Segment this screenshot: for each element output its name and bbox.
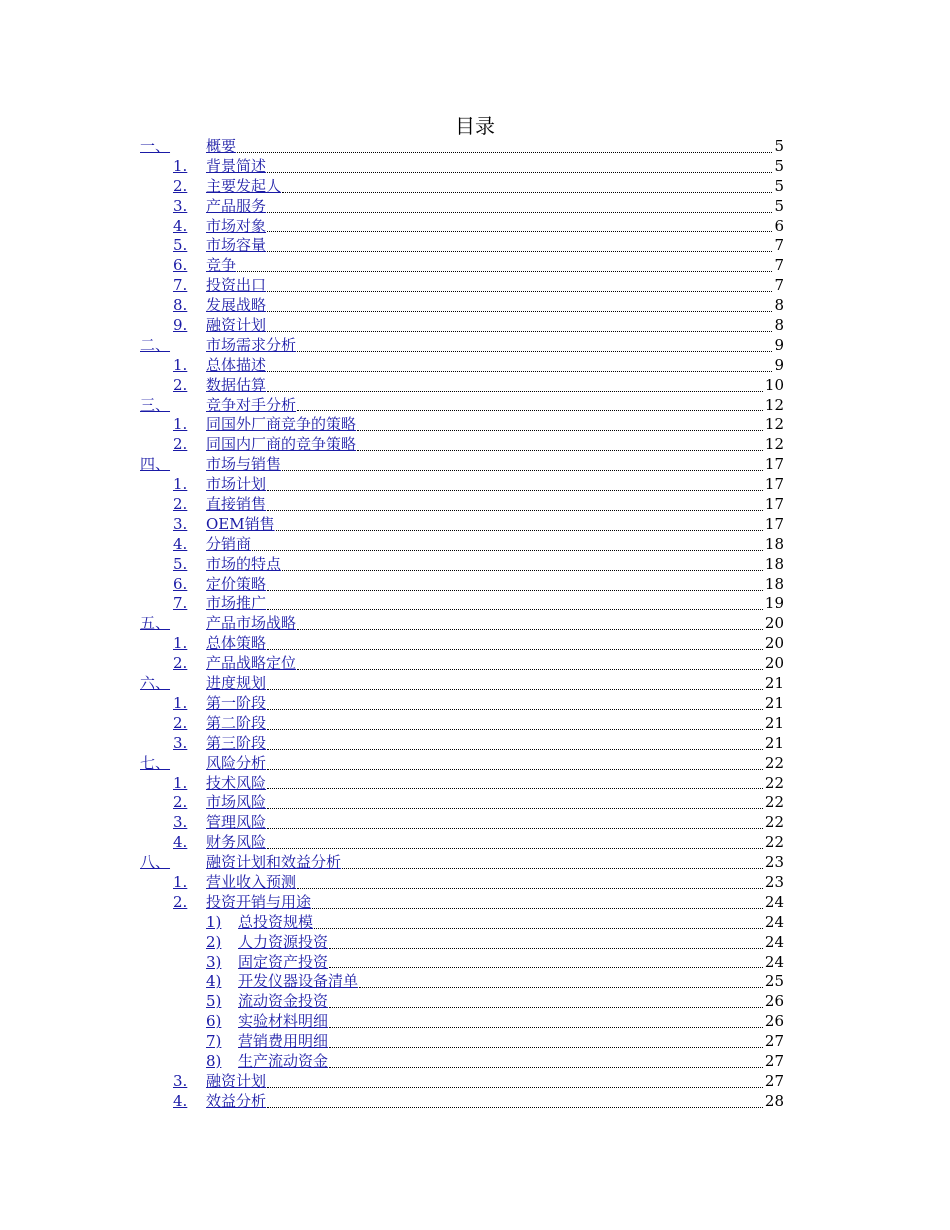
dot-leader	[267, 749, 763, 750]
toc-entry-link[interactable]	[206, 634, 784, 654]
page-title: 目录	[455, 114, 495, 138]
dot-leader	[359, 987, 763, 988]
toc-entry	[0, 614, 950, 634]
toc-entry-title: 竞争	[206, 256, 237, 275]
toc-entry-link[interactable]	[206, 336, 784, 356]
dot-leader	[276, 530, 763, 531]
toc-entry-link[interactable]	[206, 893, 784, 913]
dot-leader	[267, 709, 763, 710]
toc-entry-number[interactable]: 六、	[140, 674, 171, 693]
toc-entry	[0, 972, 950, 992]
toc-entry	[0, 197, 950, 217]
toc-entry-page-number: 5	[774, 137, 784, 155]
toc-entry-number[interactable]: 1.	[173, 415, 188, 434]
toc-entry-link[interactable]	[206, 177, 784, 197]
table-of-contents	[0, 137, 950, 1112]
toc-entry-number[interactable]: 2.	[173, 793, 188, 812]
toc-entry	[0, 1092, 950, 1112]
toc-entry	[0, 853, 950, 873]
toc-entry	[0, 376, 950, 396]
toc-entry-title: 总体策略	[206, 634, 267, 653]
toc-entry	[0, 913, 950, 933]
toc-entry-number[interactable]: 1.	[173, 156, 188, 175]
toc-entry	[0, 992, 950, 1012]
toc-entry-page-number: 10	[764, 375, 784, 394]
toc-entry-link[interactable]	[206, 475, 784, 495]
toc-entry-page-number: 18	[764, 534, 784, 553]
toc-entry-page-number: 8	[774, 316, 784, 335]
toc-entry-link[interactable]	[206, 435, 784, 455]
toc-entry-title: 市场对象	[206, 216, 267, 235]
toc-entry-title: 融资计划和效益分析	[206, 853, 342, 872]
dot-leader	[267, 828, 763, 829]
dot-leader	[267, 609, 763, 610]
toc-entry-number[interactable]: 3.	[173, 733, 188, 752]
toc-entry-title: 营销费用明细	[238, 1032, 329, 1051]
toc-entry-link[interactable]	[206, 535, 784, 555]
toc-entry-number[interactable]: 2.	[173, 176, 188, 195]
toc-entry-title: 实验材料明细	[238, 1012, 329, 1031]
toc-entry	[0, 813, 950, 833]
toc-entry-link[interactable]	[206, 614, 784, 634]
toc-entry-page-number: 18	[764, 554, 784, 573]
toc-entry-link[interactable]	[206, 594, 784, 614]
toc-entry-title: 定价策略	[206, 574, 267, 593]
toc-entry-link[interactable]	[206, 813, 784, 833]
toc-entry	[0, 873, 950, 893]
toc-entry-page-number: 21	[764, 674, 784, 693]
toc-entry-title: 主要发起人	[206, 176, 282, 195]
toc-entry-link[interactable]	[238, 972, 784, 992]
toc-entry-link[interactable]	[206, 376, 784, 396]
toc-entry-title: OEM销售	[206, 514, 275, 533]
toc-entry-title: 竞争对手分析	[206, 395, 297, 414]
toc-entry-number[interactable]: 6)	[206, 1012, 222, 1031]
toc-entry	[0, 1052, 950, 1072]
toc-entry-link[interactable]	[238, 992, 784, 1012]
toc-entry-page-number: 7	[774, 236, 784, 255]
toc-entry-page-number: 25	[764, 972, 784, 991]
toc-entry-page-number: 24	[764, 952, 784, 971]
toc-entry-page-number: 22	[764, 833, 784, 852]
toc-entry-link[interactable]	[206, 396, 784, 416]
toc-entry-number[interactable]: 4.	[173, 534, 188, 553]
toc-entry-number[interactable]: 3)	[206, 952, 222, 971]
toc-entry-title: 市场的特点	[206, 554, 282, 573]
toc-entry-link[interactable]	[206, 197, 784, 217]
toc-entry	[0, 893, 950, 913]
dot-leader	[329, 967, 763, 968]
toc-entry-number[interactable]: 2.	[173, 713, 188, 732]
toc-entry-number[interactable]: 4.	[173, 1091, 188, 1110]
toc-entry-link[interactable]	[206, 137, 784, 157]
toc-entry	[0, 217, 950, 237]
toc-entry-title: 融资计划	[206, 316, 267, 335]
toc-entry-page-number: 12	[764, 435, 784, 454]
toc-entry-link[interactable]	[238, 1052, 784, 1072]
dot-leader	[329, 1007, 763, 1008]
toc-entry-page-number: 21	[764, 693, 784, 712]
toc-entry-number[interactable]: 七、	[140, 753, 171, 772]
toc-entry-number[interactable]: 1.	[173, 355, 188, 374]
toc-entry-link[interactable]	[206, 415, 784, 435]
toc-entry-page-number: 27	[764, 1051, 784, 1070]
toc-entry-page-number: 6	[774, 216, 784, 235]
dot-leader	[267, 590, 763, 591]
toc-entry-number[interactable]: 8.	[173, 296, 188, 315]
dot-leader	[267, 1087, 763, 1088]
dot-leader	[329, 948, 763, 949]
toc-entry-number[interactable]: 一、	[140, 137, 171, 155]
toc-entry-title: 产品市场战略	[206, 614, 297, 633]
toc-entry-link[interactable]	[206, 217, 784, 237]
toc-entry-link[interactable]	[206, 654, 784, 674]
toc-entry	[0, 634, 950, 654]
toc-entry	[0, 415, 950, 435]
toc-entry-page-number: 17	[764, 514, 784, 533]
toc-entry-page-number: 23	[764, 872, 784, 891]
toc-entry-page-number: 19	[764, 594, 784, 613]
toc-entry	[0, 256, 950, 276]
dot-leader	[267, 391, 763, 392]
toc-entry	[0, 137, 950, 157]
toc-entry-link[interactable]	[206, 774, 784, 794]
toc-entry-title: 营业收入预测	[206, 872, 297, 891]
toc-entry-link[interactable]	[206, 833, 784, 853]
toc-entry-title: 同国外厂商竞争的策略	[206, 415, 357, 434]
toc-entry-number[interactable]: 6.	[173, 256, 188, 275]
toc-entry-page-number: 21	[764, 713, 784, 732]
toc-entry-title: 进度规划	[206, 674, 267, 693]
dot-leader	[267, 689, 763, 690]
toc-entry-link[interactable]	[206, 873, 784, 893]
toc-entry-number[interactable]: 1.	[173, 693, 188, 712]
toc-entry	[0, 455, 950, 475]
toc-entry-number[interactable]: 7.	[173, 594, 188, 613]
toc-entry-title: 市场计划	[206, 475, 267, 494]
toc-entry	[0, 594, 950, 614]
toc-entry-number[interactable]: 7)	[206, 1032, 222, 1051]
dot-leader	[267, 788, 763, 789]
toc-entry-number[interactable]: 五、	[140, 614, 171, 633]
toc-entry-number[interactable]: 7.	[173, 276, 188, 295]
dot-leader	[297, 669, 763, 670]
dot-leader	[267, 729, 763, 730]
dot-leader	[297, 351, 772, 352]
toc-entry-title: 管理风险	[206, 813, 267, 832]
toc-entry-title: 投资出口	[206, 276, 267, 295]
toc-entry	[0, 654, 950, 674]
toc-entry	[0, 1032, 950, 1052]
toc-entry-number[interactable]: 1.	[173, 773, 188, 792]
toc-entry	[0, 774, 950, 794]
toc-entry-link[interactable]	[238, 1012, 784, 1032]
toc-entry-page-number: 21	[764, 733, 784, 752]
toc-entry-number[interactable]: 9.	[173, 316, 188, 335]
toc-entry-number[interactable]: 3.	[173, 813, 188, 832]
toc-entry	[0, 435, 950, 455]
dot-leader	[357, 430, 763, 431]
toc-entry-page-number: 22	[764, 813, 784, 832]
dot-leader	[267, 510, 763, 511]
toc-entry-page-number: 27	[764, 1032, 784, 1051]
toc-entry-page-number: 22	[764, 773, 784, 792]
toc-entry-link[interactable]	[238, 953, 784, 973]
toc-entry-number[interactable]: 5.	[173, 236, 188, 255]
toc-entry	[0, 535, 950, 555]
toc-entry-page-number: 20	[764, 654, 784, 673]
toc-entry-title: 直接销售	[206, 495, 267, 514]
toc-entry-title: 产品战略定位	[206, 654, 297, 673]
dot-leader	[267, 231, 772, 232]
toc-entry	[0, 396, 950, 416]
toc-entry-link[interactable]	[206, 714, 784, 734]
toc-entry-link[interactable]	[206, 1072, 784, 1092]
toc-entry-number[interactable]: 三、	[140, 395, 171, 414]
toc-entry-title: 第一阶段	[206, 693, 267, 712]
toc-entry-link[interactable]	[238, 913, 784, 933]
toc-entry	[0, 734, 950, 754]
dot-leader	[282, 192, 772, 193]
toc-entry-page-number: 5	[774, 156, 784, 175]
toc-entry-link[interactable]	[206, 754, 784, 774]
toc-entry-number[interactable]: 5.	[173, 554, 188, 573]
dot-leader	[267, 311, 772, 312]
toc-entry-page-number: 22	[764, 753, 784, 772]
dot-leader	[267, 291, 772, 292]
toc-entry	[0, 555, 950, 575]
toc-entry	[0, 276, 950, 296]
toc-entry-number[interactable]: 2.	[173, 654, 188, 673]
toc-entry	[0, 933, 950, 953]
toc-entry-link[interactable]	[206, 236, 784, 256]
toc-entry-title: 生产流动资金	[238, 1051, 329, 1070]
toc-entry-title: 总投资规模	[238, 912, 314, 931]
toc-entry-page-number: 8	[774, 296, 784, 315]
toc-entry-link[interactable]	[206, 256, 784, 276]
toc-entry	[0, 694, 950, 714]
toc-entry-link[interactable]	[238, 1032, 784, 1052]
toc-entry-link[interactable]	[206, 734, 784, 754]
toc-entry-number[interactable]: 5)	[206, 992, 222, 1011]
dot-leader	[267, 251, 772, 252]
dot-leader	[267, 331, 772, 332]
toc-entry-link[interactable]	[206, 1092, 784, 1112]
toc-entry-page-number: 23	[764, 853, 784, 872]
toc-entry	[0, 157, 950, 177]
toc-entry-number[interactable]: 6.	[173, 574, 188, 593]
toc-entry	[0, 1012, 950, 1032]
dot-leader	[252, 550, 763, 551]
toc-entry-title: 同国内厂商的竞争策略	[206, 435, 357, 454]
toc-entry-page-number: 27	[764, 1071, 784, 1090]
toc-entry	[0, 953, 950, 973]
dot-leader	[267, 371, 772, 372]
toc-entry-number[interactable]: 2.	[173, 495, 188, 514]
toc-entry-page-number: 26	[764, 1012, 784, 1031]
toc-entry-number[interactable]: 4.	[173, 833, 188, 852]
toc-entry-number[interactable]: 3.	[173, 1071, 188, 1090]
toc-entry	[0, 575, 950, 595]
toc-entry-number[interactable]: 2.	[173, 892, 188, 911]
toc-entry-link[interactable]	[206, 495, 784, 515]
toc-entry-title: 背景简述	[206, 156, 267, 175]
toc-entry-link[interactable]	[206, 793, 784, 813]
toc-entry-link[interactable]	[206, 853, 784, 873]
dot-leader	[267, 808, 763, 809]
toc-entry-title: 第三阶段	[206, 733, 267, 752]
toc-entry	[0, 296, 950, 316]
toc-entry-page-number: 5	[774, 176, 784, 195]
toc-entry-page-number: 24	[764, 932, 784, 951]
toc-entry-link[interactable]	[206, 515, 784, 535]
dot-leader	[282, 570, 763, 571]
toc-entry-link[interactable]	[206, 356, 784, 376]
toc-entry-page-number: 17	[764, 455, 784, 474]
toc-entry-page-number: 26	[764, 992, 784, 1011]
toc-entry-number[interactable]: 4.	[173, 216, 188, 235]
dot-leader	[267, 172, 772, 173]
dot-leader	[237, 271, 772, 272]
toc-entry-title: 市场容量	[206, 236, 267, 255]
toc-entry-link[interactable]	[206, 555, 784, 575]
toc-entry-page-number: 17	[764, 475, 784, 494]
dot-leader	[267, 490, 763, 491]
toc-entry-page-number: 9	[774, 355, 784, 374]
toc-entry-title: 产品服务	[206, 196, 267, 215]
toc-entry-title: 融资计划	[206, 1071, 267, 1090]
dot-leader	[314, 928, 763, 929]
toc-entry-number[interactable]: 1.	[173, 475, 188, 494]
toc-entry-page-number: 22	[764, 793, 784, 812]
toc-entry-link[interactable]	[206, 316, 784, 336]
dot-leader	[267, 769, 763, 770]
toc-entry-number[interactable]: 二、	[140, 335, 171, 354]
dot-leader	[329, 1067, 763, 1068]
toc-entry-number[interactable]: 八、	[140, 853, 171, 872]
toc-entry-link[interactable]	[206, 674, 784, 694]
toc-entry	[0, 177, 950, 197]
toc-entry-link[interactable]	[238, 933, 784, 953]
toc-entry-link[interactable]	[206, 575, 784, 595]
toc-entry-link[interactable]	[206, 694, 784, 714]
toc-entry-title: 发展战略	[206, 296, 267, 315]
dot-leader	[267, 212, 772, 213]
dot-leader	[267, 848, 763, 849]
toc-entry-number[interactable]: 2)	[206, 932, 222, 951]
toc-entry	[0, 495, 950, 515]
toc-entry-link[interactable]	[206, 296, 784, 316]
toc-entry-number[interactable]: 1)	[206, 912, 222, 931]
toc-entry-title: 市场推广	[206, 594, 267, 613]
toc-entry-title: 人力资源投资	[238, 932, 329, 951]
toc-entry	[0, 356, 950, 376]
dot-leader	[312, 908, 763, 909]
toc-entry-page-number: 20	[764, 634, 784, 653]
toc-entry-title: 投资开销与用途	[206, 892, 312, 911]
dot-leader	[297, 888, 763, 889]
toc-entry-page-number: 24	[764, 912, 784, 931]
toc-entry-page-number: 18	[764, 574, 784, 593]
toc-entry-page-number: 9	[774, 335, 784, 354]
toc-entry-number[interactable]: 3.	[173, 514, 188, 533]
toc-entry-title: 财务风险	[206, 833, 267, 852]
toc-entry-number[interactable]: 1.	[173, 872, 188, 891]
toc-entry-page-number: 12	[764, 415, 784, 434]
dot-leader	[297, 410, 763, 411]
toc-entry-link[interactable]	[206, 455, 784, 475]
dot-leader	[282, 470, 763, 471]
toc-entry-number[interactable]: 四、	[140, 455, 171, 474]
dot-leader	[329, 1027, 763, 1028]
dot-leader	[342, 868, 763, 869]
toc-entry-title: 效益分析	[206, 1091, 267, 1110]
toc-entry-page-number: 5	[774, 196, 784, 215]
toc-entry	[0, 316, 950, 336]
toc-entry-link[interactable]	[206, 157, 784, 177]
toc-entry-page-number: 7	[774, 276, 784, 295]
toc-entry-link[interactable]	[206, 276, 784, 296]
dot-leader	[297, 629, 763, 630]
dot-leader	[237, 152, 772, 153]
dot-leader	[267, 649, 763, 650]
toc-entry	[0, 475, 950, 495]
toc-entry-title: 数据估算	[206, 375, 267, 394]
toc-entry	[0, 674, 950, 694]
toc-entry	[0, 714, 950, 734]
dot-leader	[357, 450, 763, 451]
toc-entry	[0, 833, 950, 853]
toc-entry-title: 开发仪器设备清单	[238, 972, 359, 991]
toc-entry-title: 市场需求分析	[206, 335, 297, 354]
toc-entry	[0, 793, 950, 813]
dot-leader	[267, 1107, 763, 1108]
toc-entry-number[interactable]: 2.	[173, 375, 188, 394]
toc-entry-title: 第二阶段	[206, 713, 267, 732]
toc-entry-number[interactable]: 8)	[206, 1051, 222, 1070]
toc-entry-page-number: 20	[764, 614, 784, 633]
toc-entry-page-number: 17	[764, 495, 784, 514]
toc-entry-page-number: 7	[774, 256, 784, 275]
toc-entry-number[interactable]: 1.	[173, 634, 188, 653]
toc-entry-title: 分销商	[206, 534, 252, 553]
toc-entry	[0, 336, 950, 356]
toc-entry-title: 市场与销售	[206, 455, 282, 474]
toc-entry-title: 总体描述	[206, 355, 267, 374]
toc-entry	[0, 754, 950, 774]
toc-entry-page-number: 12	[764, 395, 784, 414]
toc-entry-number[interactable]: 4)	[206, 972, 222, 991]
toc-entry-page-number: 28	[764, 1091, 784, 1110]
toc-entry-page-number: 24	[764, 892, 784, 911]
toc-entry	[0, 236, 950, 256]
toc-entry-title: 风险分析	[206, 753, 267, 772]
toc-entry-title: 流动资金投资	[238, 992, 329, 1011]
toc-entry	[0, 515, 950, 535]
toc-entry	[0, 1072, 950, 1092]
toc-entry-number[interactable]: 3.	[173, 196, 188, 215]
toc-entry-title: 固定资产投资	[238, 952, 329, 971]
dot-leader	[329, 1047, 763, 1048]
toc-entry-title: 市场风险	[206, 793, 267, 812]
toc-entry-title: 概要	[206, 137, 237, 155]
toc-entry-title: 技术风险	[206, 773, 267, 792]
toc-entry-number[interactable]: 2.	[173, 435, 188, 454]
